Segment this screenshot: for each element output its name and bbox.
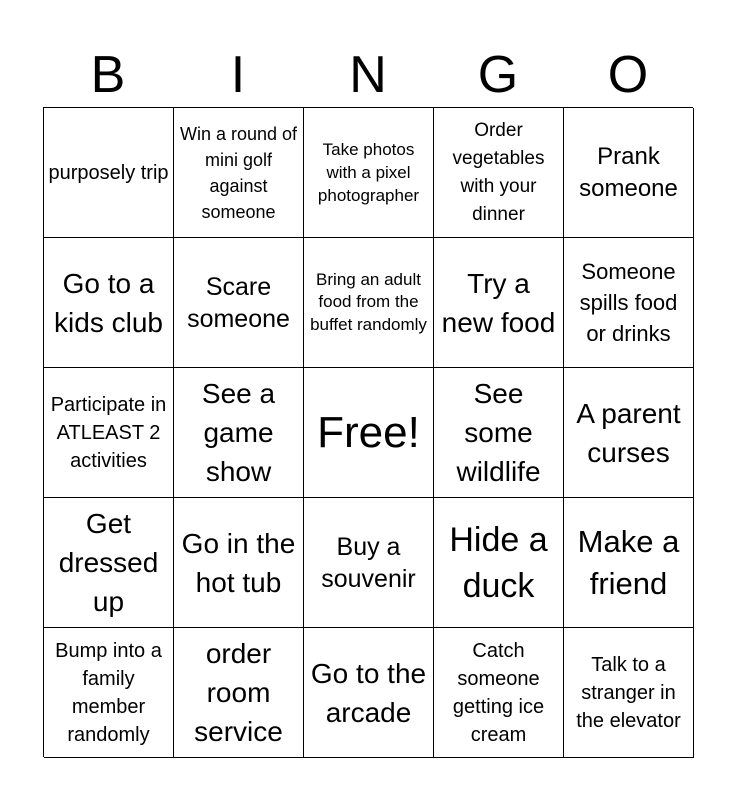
bingo-cell-r2c1[interactable] [44,238,174,368]
bingo-cell-r5c3[interactable] [304,628,434,758]
bingo-cell-r2c2[interactable] [174,238,304,368]
cell-text: Catch someone getting ice cream [452,639,545,746]
bingo-cell-r1c3[interactable] [304,108,434,238]
bingo-cell-r4c5[interactable] [564,498,694,628]
bingo-cell-r1c5[interactable] [564,108,694,238]
bingo-cell-r3c2[interactable] [174,368,304,498]
cell-text: Try a new food [441,267,556,338]
bingo-cell-r1c1[interactable] [44,108,174,238]
bingo-cell-r4c1[interactable] [44,498,174,628]
free-space-label: Free! [317,407,420,457]
cell-text: Win a round of mini golf against someone [179,123,298,222]
bingo-cell-r2c4[interactable] [434,238,564,368]
bingo-cell-r3c1[interactable] [44,368,174,498]
bingo-cell-r2c3[interactable] [304,238,434,368]
cell-text: Bring an adult food from the buffet randomly [310,269,427,334]
cell-text: Get dressed up [58,508,159,617]
cell-text: Prank someone [579,142,678,202]
cell-text: Make a friend [577,523,680,601]
cell-text: See some wildlife [456,378,541,487]
cell-text: Participate in ATLEAST 2 activities [50,393,167,472]
bingo-cell-r5c4[interactable] [434,628,564,758]
cell-text: Go in the hot tub [181,527,296,598]
cell-text: Take photos with a pixel photographer [317,140,420,205]
bingo-cell-r5c2[interactable] [174,628,304,758]
cell-text: Go to a kids club [54,267,163,338]
bingo-cell-r4c4[interactable] [434,498,564,628]
title-letter-b: B [90,46,126,104]
cell-text: Buy a souvenir [321,532,416,593]
cell-text: Talk to a stranger in the elevator [576,653,681,732]
title-letter-g: G [477,46,519,104]
bingo-cell-r3c5[interactable] [564,368,694,498]
cell-text: See a game show [201,378,276,487]
bingo-cell-r1c4[interactable] [434,108,564,238]
cell-text: Bump into a family member randomly [55,639,162,746]
title-letter-o: O [607,46,649,104]
cell-text: Someone spills food or drinks [579,259,678,346]
title-letter-n: N [349,46,387,104]
bingo-cell-r4c2[interactable] [174,498,304,628]
cell-text: Scare someone [187,272,290,333]
bingo-cell-r2c5[interactable] [564,238,694,368]
bingo-cell-r4c3[interactable] [304,498,434,628]
cell-text: Hide a duck [449,520,548,605]
cell-text: A parent curses [576,397,681,468]
bingo-cell-r5c1[interactable] [44,628,174,758]
free-space-cell[interactable] [304,368,434,498]
title-letter-i: I [230,46,246,104]
bingo-board [43,107,693,757]
bingo-title [43,44,693,106]
bingo-cell-r3c4[interactable] [434,368,564,498]
cell-text: Order vegetables with your dinner [452,119,545,225]
cell-text: order room service [194,638,283,747]
bingo-cell-r1c2[interactable] [174,108,304,238]
cell-text: purposely trip [48,161,169,184]
cell-text: Go to the arcade [310,657,427,728]
bingo-cell-r5c5[interactable] [564,628,694,758]
